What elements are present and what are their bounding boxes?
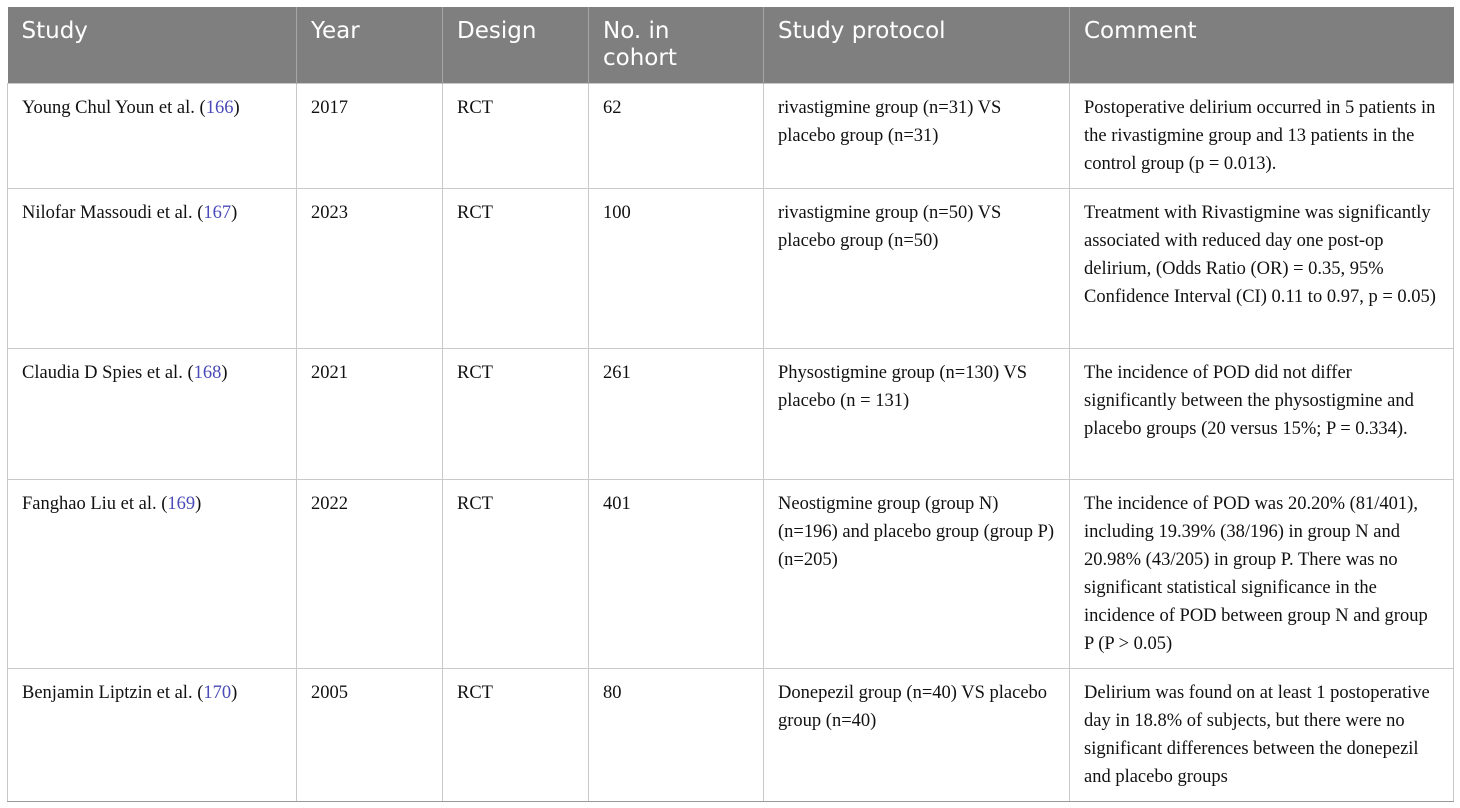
study-name-suffix: ): [195, 494, 202, 514]
cell-design: RCT: [443, 84, 589, 189]
reference-link[interactable]: 168: [193, 363, 222, 383]
cell-study-protocol: Physostigmine group (n=130) VS placebo (n = 131): [764, 349, 1070, 480]
cell-study-protocol: Neostigmine group (group N) (n=196) and placebo group (group P) (n=205): [764, 480, 1070, 669]
reference-link[interactable]: 167: [203, 203, 232, 223]
cell-year: 2023: [297, 189, 443, 349]
header-study: Study: [8, 7, 297, 84]
reference-link[interactable]: 170: [203, 683, 232, 703]
cell-comment: Delirium was found on at least 1 postoperative day in 18.8% of subjects, but there were no significant differences between the donepezil and placebo groups: [1070, 669, 1454, 802]
studies-table: [7, 7, 1454, 802]
cell-comment: Postoperative delirium occurred in 5 patients in the rivastigmine group and 13 patients in the control group (p = 0.013).: [1070, 84, 1454, 189]
study-name-suffix: ): [221, 363, 228, 383]
study-name-suffix: ): [233, 98, 240, 118]
cell-study: [8, 669, 297, 802]
cell-comment: The incidence of POD was 20.20% (81/401), including 19.39% (38/196) in group N and 20.98% (43/205) in group P. There was no significant statistical significance in the incidence of POD between group N and group P (P > 0.05): [1070, 480, 1454, 669]
cell-year: 2017: [297, 84, 443, 189]
cell-number-in-cohort: 401: [589, 480, 764, 669]
cell-number-in-cohort: 261: [589, 349, 764, 480]
cell-year: 2005: [297, 669, 443, 802]
cell-design: RCT: [443, 480, 589, 669]
cell-study: [8, 189, 297, 349]
study-name: Young Chul Youn et al. (: [22, 98, 206, 118]
study-name-suffix: ): [231, 203, 238, 223]
table-row: [8, 189, 1454, 349]
header-year: Year: [297, 7, 443, 84]
cell-number-in-cohort: 100: [589, 189, 764, 349]
studies-table-container: [7, 7, 1453, 802]
study-name-suffix: ): [231, 683, 238, 703]
cell-study: [8, 349, 297, 480]
reference-link[interactable]: 166: [205, 98, 234, 118]
reference-link[interactable]: 169: [167, 494, 196, 514]
header-comment: Comment: [1070, 7, 1454, 84]
cell-year: 2022: [297, 480, 443, 669]
table-row: [8, 349, 1454, 480]
cell-study-protocol: rivastigmine group (n=50) VS placebo group (n=50): [764, 189, 1070, 349]
cell-design: RCT: [443, 669, 589, 802]
table-row: [8, 480, 1454, 669]
cell-design: RCT: [443, 189, 589, 349]
cell-year: 2021: [297, 349, 443, 480]
cell-number-in-cohort: 80: [589, 669, 764, 802]
header-number-in-cohort: No. in cohort: [589, 7, 764, 84]
cell-study-protocol: rivastigmine group (n=31) VS placebo group (n=31): [764, 84, 1070, 189]
header-design: Design: [443, 7, 589, 84]
table-header: [8, 7, 1454, 84]
study-name: Benjamin Liptzin et al. (: [22, 683, 204, 703]
cell-comment: Treatment with Rivastigmine was significantly associated with reduced day one post-op delirium, (Odds Ratio (OR) = 0.35, 95% Confidence Interval (CI) 0.11 to 0.97, p = 0.05): [1070, 189, 1454, 349]
cell-comment: The incidence of POD did not differ significantly between the physostigmine and placebo groups (20 versus 15%; P = 0.334).: [1070, 349, 1454, 480]
header-row: [8, 7, 1454, 84]
cell-design: RCT: [443, 349, 589, 480]
cell-study: [8, 84, 297, 189]
study-name: Nilofar Massoudi et al. (: [22, 203, 204, 223]
cell-study-protocol: Donepezil group (n=40) VS placebo group (n=40): [764, 669, 1070, 802]
table-row: [8, 669, 1454, 802]
study-name: Fanghao Liu et al. (: [22, 494, 168, 514]
study-name: Claudia D Spies et al. (: [22, 363, 194, 383]
cell-study: [8, 480, 297, 669]
table-row: [8, 84, 1454, 189]
header-study-protocol: Study protocol: [764, 7, 1070, 84]
cell-number-in-cohort: 62: [589, 84, 764, 189]
table-body: [8, 84, 1454, 802]
